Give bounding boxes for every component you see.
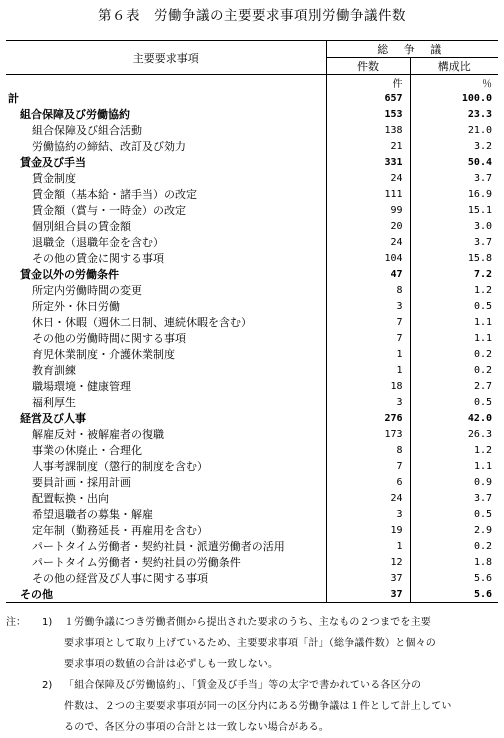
row-label: 賃金額（賞与・一時金）の改定 <box>6 202 326 218</box>
table-row <box>6 218 498 234</box>
row-ratio: 3.7 <box>473 236 492 248</box>
note-text <box>64 612 498 675</box>
note-text <box>64 675 498 738</box>
table-row <box>6 442 498 458</box>
table-row <box>6 490 498 506</box>
row-label: 福利厚生 <box>6 394 326 410</box>
row-count: 7 <box>326 458 410 474</box>
row-ratio: 0.2 <box>473 348 492 360</box>
row-count: 276 <box>326 410 410 426</box>
note-number: 2) <box>42 680 53 691</box>
table-row <box>6 170 498 186</box>
row-ratio: 5.6 <box>410 586 498 603</box>
table-row <box>6 266 498 282</box>
row-count: 21 <box>326 138 410 154</box>
table-row <box>6 538 498 554</box>
header-item: 主要要求事項 <box>6 41 326 75</box>
note-line: 件数は、２つの主要要求事項が同一の区分内にある労働争議は１件として計上してい <box>64 701 452 712</box>
row-count: 153 <box>326 106 410 122</box>
row-ratio: 26.3 <box>467 428 492 440</box>
table-row <box>6 106 498 122</box>
note-prefix: 注： <box>6 617 26 628</box>
row-label: 事業の休廃止・合理化 <box>6 442 326 458</box>
row-ratio: 100.0 <box>461 92 492 104</box>
row-count: 1 <box>326 362 410 378</box>
row-label: 賃金及び手当 <box>6 154 326 170</box>
row-count: 37 <box>326 570 410 586</box>
table-row <box>6 410 498 426</box>
row-count: 3 <box>326 298 410 314</box>
row-ratio: 42.0 <box>467 412 492 424</box>
table-row <box>6 234 498 250</box>
footnotes <box>6 612 498 738</box>
row-label: 賃金額（基本給・諸手当）の改定 <box>6 186 326 202</box>
row-ratio: 2.9 <box>473 524 492 536</box>
table-row <box>6 570 498 586</box>
row-ratio: 3.7 <box>473 492 492 504</box>
row-count: 173 <box>326 426 410 442</box>
row-label: 所定内労働時間の変更 <box>6 282 326 298</box>
table-row <box>6 458 498 474</box>
row-count: 24 <box>326 170 410 186</box>
table-row <box>6 250 498 266</box>
row-count: 1 <box>326 346 410 362</box>
row-count: 1 <box>326 538 410 554</box>
table-row <box>6 330 498 346</box>
footnote-1 <box>6 612 498 675</box>
row-ratio: 3.2 <box>473 140 492 152</box>
table-row <box>6 138 498 154</box>
row-count: 3 <box>326 394 410 410</box>
row-label: 経営及び人事 <box>6 410 326 426</box>
row-label: 組合保障及び労働協約 <box>6 106 326 122</box>
note-line: 要求事項として取り上げているため、主要要求事項「計」（総争議件数）と個々の <box>64 638 436 649</box>
row-count: 37 <box>326 586 410 603</box>
table-row <box>6 426 498 442</box>
row-label: その他の賃金に関する事項 <box>6 250 326 266</box>
row-count: 8 <box>326 282 410 298</box>
row-label: 要員計画・採用計画 <box>6 474 326 490</box>
row-ratio: 2.7 <box>473 380 492 392</box>
note-line: １労働争議につき労働者側から提出された要求のうち、主なもの２つまでを主要 <box>64 617 431 628</box>
row-label: 希望退職者の募集・解雇 <box>6 506 326 522</box>
row-ratio: 0.5 <box>473 508 492 520</box>
row-count: 99 <box>326 202 410 218</box>
row-ratio: 23.3 <box>467 108 492 120</box>
row-count: 24 <box>326 234 410 250</box>
row-ratio: 0.5 <box>473 300 492 312</box>
note-number: 1) <box>42 617 53 628</box>
row-ratio: 5.6 <box>473 572 492 584</box>
table-row <box>6 506 498 522</box>
row-label: 休日・休暇（週休二日制、連続休暇を含む） <box>6 314 326 330</box>
row-label: 組合保障及び組合活動 <box>6 122 326 138</box>
unit-item-cell <box>6 75 326 91</box>
note-line: 「組合保障及び労働協約」、「賃金及び手当」等の太字で書かれている各区分の <box>64 680 422 691</box>
row-ratio: 1.2 <box>473 284 492 296</box>
row-label: 賃金以外の労働条件 <box>6 266 326 282</box>
row-ratio: 3.7 <box>473 172 492 184</box>
table-row <box>6 554 498 570</box>
note-line: るので、各区分の事項の合計とは一致しない場合がある。 <box>64 722 329 733</box>
row-ratio: 21.0 <box>467 124 492 136</box>
note-prefix-spacer <box>6 675 42 738</box>
ratio-unit: ％ <box>482 79 492 90</box>
row-ratio: 50.4 <box>467 156 492 168</box>
table-row <box>6 314 498 330</box>
row-label: 計 <box>6 90 326 106</box>
row-ratio: 1.1 <box>473 460 492 472</box>
row-count: 3 <box>326 506 410 522</box>
table-row <box>6 298 498 314</box>
table-title: 第６表 労働争議の主要要求事項別労働争議件数 <box>98 8 406 24</box>
row-ratio: 1.8 <box>473 556 492 568</box>
row-count: 6 <box>326 474 410 490</box>
row-count: 8 <box>326 442 410 458</box>
header-ratio: 構成比 <box>410 58 498 75</box>
row-label: 教育訓練 <box>6 362 326 378</box>
row-count: 138 <box>326 122 410 138</box>
row-label: その他の経営及び人事に関する事項 <box>6 570 326 586</box>
row-ratio: 1.2 <box>473 444 492 456</box>
row-ratio: 0.9 <box>473 476 492 488</box>
row-label: 退職金（退職年金を含む） <box>6 234 326 250</box>
count-unit: 件 <box>326 75 410 91</box>
table-row <box>6 346 498 362</box>
dispute-table <box>6 40 498 603</box>
row-ratio: 15.1 <box>467 204 492 216</box>
row-label: 配置転換・出向 <box>6 490 326 506</box>
row-ratio: 15.8 <box>467 252 492 264</box>
row-label: 定年制（勤務延長・再雇用を含む） <box>6 522 326 538</box>
header-total: 総 争 議 <box>326 41 498 58</box>
row-count: 7 <box>326 314 410 330</box>
table-row <box>6 282 498 298</box>
row-ratio: 3.0 <box>473 220 492 232</box>
row-count: 331 <box>326 154 410 170</box>
table-row <box>6 90 498 106</box>
row-count: 24 <box>326 490 410 506</box>
row-count: 111 <box>326 186 410 202</box>
table-row <box>6 186 498 202</box>
row-count: 12 <box>326 554 410 570</box>
row-ratio: 0.2 <box>473 540 492 552</box>
row-label: 個別組合員の賃金額 <box>6 218 326 234</box>
row-ratio: 1.1 <box>473 332 492 344</box>
row-ratio: 0.2 <box>473 364 492 376</box>
row-label: パートタイム労働者・契約社員・派遣労働者の活用 <box>6 538 326 554</box>
table-row <box>6 122 498 138</box>
table-row <box>6 586 498 603</box>
row-label: 人事考課制度（懲行的制度を含む） <box>6 458 326 474</box>
table-row <box>6 202 498 218</box>
note-line: 要求事項の数値の合計は必ずしも一致しない。 <box>64 659 279 670</box>
row-label: 職場環境・健康管理 <box>6 378 326 394</box>
table-row <box>6 474 498 490</box>
header-count: 件数 <box>326 58 410 75</box>
unit-row <box>6 75 498 91</box>
row-label: 育児休業制度・介護休業制度 <box>6 346 326 362</box>
row-ratio: 7.2 <box>473 268 492 280</box>
row-label: 解雇反対・被解雇者の復職 <box>6 426 326 442</box>
table-body <box>6 75 498 603</box>
table-row <box>6 522 498 538</box>
row-count: 47 <box>326 266 410 282</box>
table-row <box>6 394 498 410</box>
row-ratio: 1.1 <box>473 316 492 328</box>
row-count: 18 <box>326 378 410 394</box>
table-row <box>6 154 498 170</box>
row-label: 労働協約の締結、改訂及び効力 <box>6 138 326 154</box>
row-count: 104 <box>326 250 410 266</box>
row-ratio: 0.5 <box>473 396 492 408</box>
row-count: 7 <box>326 330 410 346</box>
table-row <box>6 378 498 394</box>
row-label: その他 <box>6 586 326 603</box>
row-label: 賃金制度 <box>6 170 326 186</box>
row-ratio: 16.9 <box>467 188 492 200</box>
row-count: 20 <box>326 218 410 234</box>
row-label: その他の労働時間に関する事項 <box>6 330 326 346</box>
row-label: パートタイム労働者・契約社員の労働条件 <box>6 554 326 570</box>
footnote-2 <box>6 675 498 738</box>
row-label: 所定外・休日労働 <box>6 298 326 314</box>
row-count: 19 <box>326 522 410 538</box>
row-count: 657 <box>326 90 410 106</box>
table-row <box>6 362 498 378</box>
